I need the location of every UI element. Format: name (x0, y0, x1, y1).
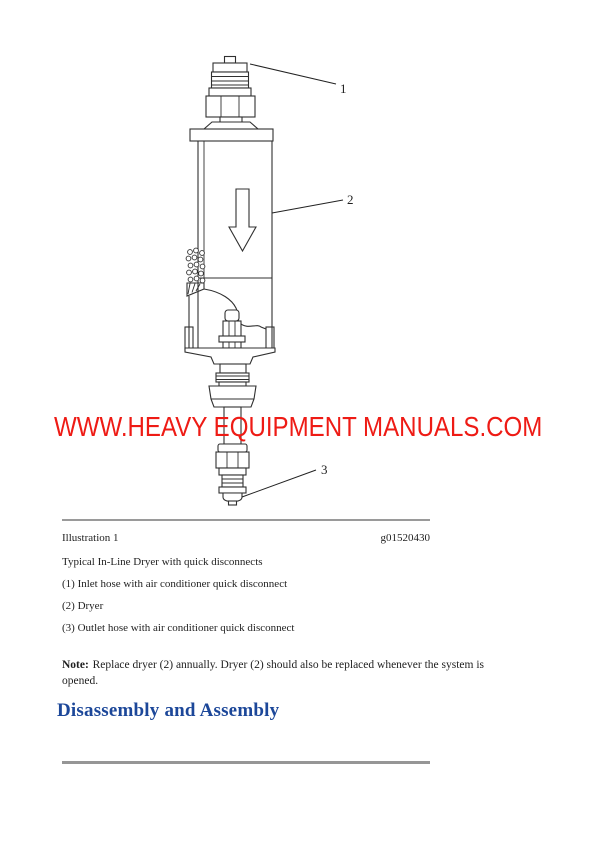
figure-title: Typical In-Line Dryer with quick disconnects (62, 556, 263, 568)
illustration-code: g01520430 (380, 532, 430, 544)
caption-item-1: (1) Inlet hose with air conditioner quick disconnect (62, 578, 288, 590)
inlet-fitting-drawing (206, 57, 255, 124)
note-label: Note: (62, 659, 89, 671)
flow-arrow (229, 189, 256, 251)
caption-divider (62, 519, 430, 521)
leader-line-2 (272, 200, 343, 213)
note-paragraph (62, 658, 522, 689)
caption-item-2: (2) Dryer (62, 600, 104, 612)
dryer-canister-drawing (185, 122, 275, 364)
illustration-caption-row (62, 532, 430, 545)
section-divider (62, 761, 430, 764)
note-text: Replace dryer (2) annually. Dryer (2) should also be replaced whenever the system is opened. (62, 659, 484, 687)
illustration-label: Illustration 1 (62, 532, 119, 544)
figure-callout-2: 2 (347, 192, 354, 207)
watermark: WWW.HEAVY EQUIPMENT MANUALS.COM (54, 411, 543, 442)
leader-line-1 (250, 64, 336, 84)
caption-item-3: (3) Outlet hose with air conditioner quick disconnect (62, 622, 295, 634)
knurl-band-right (266, 327, 274, 350)
leader-line-3 (242, 470, 316, 497)
figure-callout-3: 3 (321, 462, 328, 477)
section-heading: Disassembly and Assembly (57, 700, 280, 721)
figure-callout-1: 1 (340, 81, 347, 96)
